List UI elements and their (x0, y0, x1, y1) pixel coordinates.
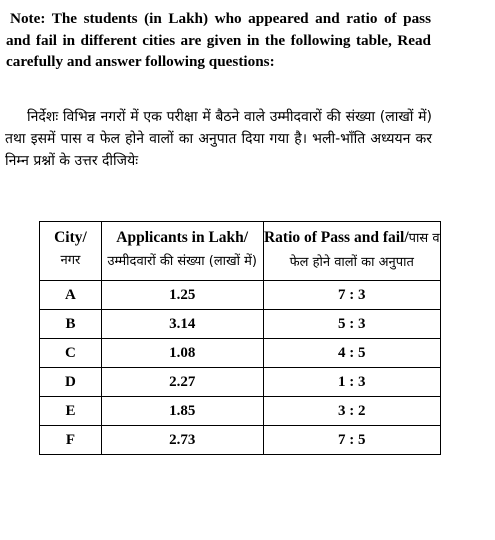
hindi-instruction (5, 106, 432, 172)
table-row (40, 281, 441, 310)
header-ratio (263, 222, 440, 281)
cell-city: E (40, 397, 102, 426)
header-city-en: City/ (54, 229, 87, 246)
cell-ratio: 7 : 3 (263, 281, 440, 310)
cell-ratio: 7 : 5 (263, 426, 440, 455)
cell-ratio: 5 : 3 (263, 310, 440, 339)
header-ratio-en: Ratio of Pass and fail/ (263, 229, 409, 246)
table-row (40, 426, 441, 455)
header-applicants-en: Applicants in Lakh/ (116, 229, 249, 246)
cell-city: C (40, 339, 102, 368)
cell-applicants: 3.14 (101, 310, 263, 339)
note-text: The students (in Lakh) who appeared and ratio of pass and fail in different cities are given in the following table, Read carefully and answer following questions: (6, 10, 432, 70)
table-row (40, 397, 441, 426)
cell-ratio: 3 : 2 (263, 397, 440, 426)
data-table (39, 221, 441, 455)
header-city (40, 222, 102, 281)
table-row (40, 310, 441, 339)
table-row (40, 339, 441, 368)
cell-applicants: 1.08 (101, 339, 263, 368)
hindi-instruction-text: निर्देशः विभिन्न नगरों में एक परीक्षा में बैठने वाले उम्मीदवारों की संख्या (लाखों में) तथा इसमें पास व फेल होने वालों का अनुपात दिया गया है। भली-भाँति अध्ययन कर निम्न प्रश्नों के उत्तर दीजियेः (5, 109, 432, 169)
cell-applicants: 2.73 (101, 426, 263, 455)
cell-city: F (40, 426, 102, 455)
cell-applicants: 2.27 (101, 368, 263, 397)
table-row (40, 368, 441, 397)
header-applicants-hi: उम्मीदवारों की संख्या (लाखों में) (107, 254, 258, 269)
cell-applicants: 1.85 (101, 397, 263, 426)
note-label: Note: (10, 10, 46, 27)
cell-ratio: 1 : 3 (263, 368, 440, 397)
cell-city: A (40, 281, 102, 310)
cell-city: B (40, 310, 102, 339)
header-city-hi: नगर (60, 253, 81, 268)
cell-city: D (40, 368, 102, 397)
note-paragraph (6, 8, 431, 73)
cell-applicants: 1.25 (101, 281, 263, 310)
table-header-row (40, 222, 441, 281)
header-applicants (101, 222, 263, 281)
cell-ratio: 4 : 5 (263, 339, 440, 368)
header-ratio-hi: पास व फेल होने वालों का अनुपात (289, 231, 440, 270)
